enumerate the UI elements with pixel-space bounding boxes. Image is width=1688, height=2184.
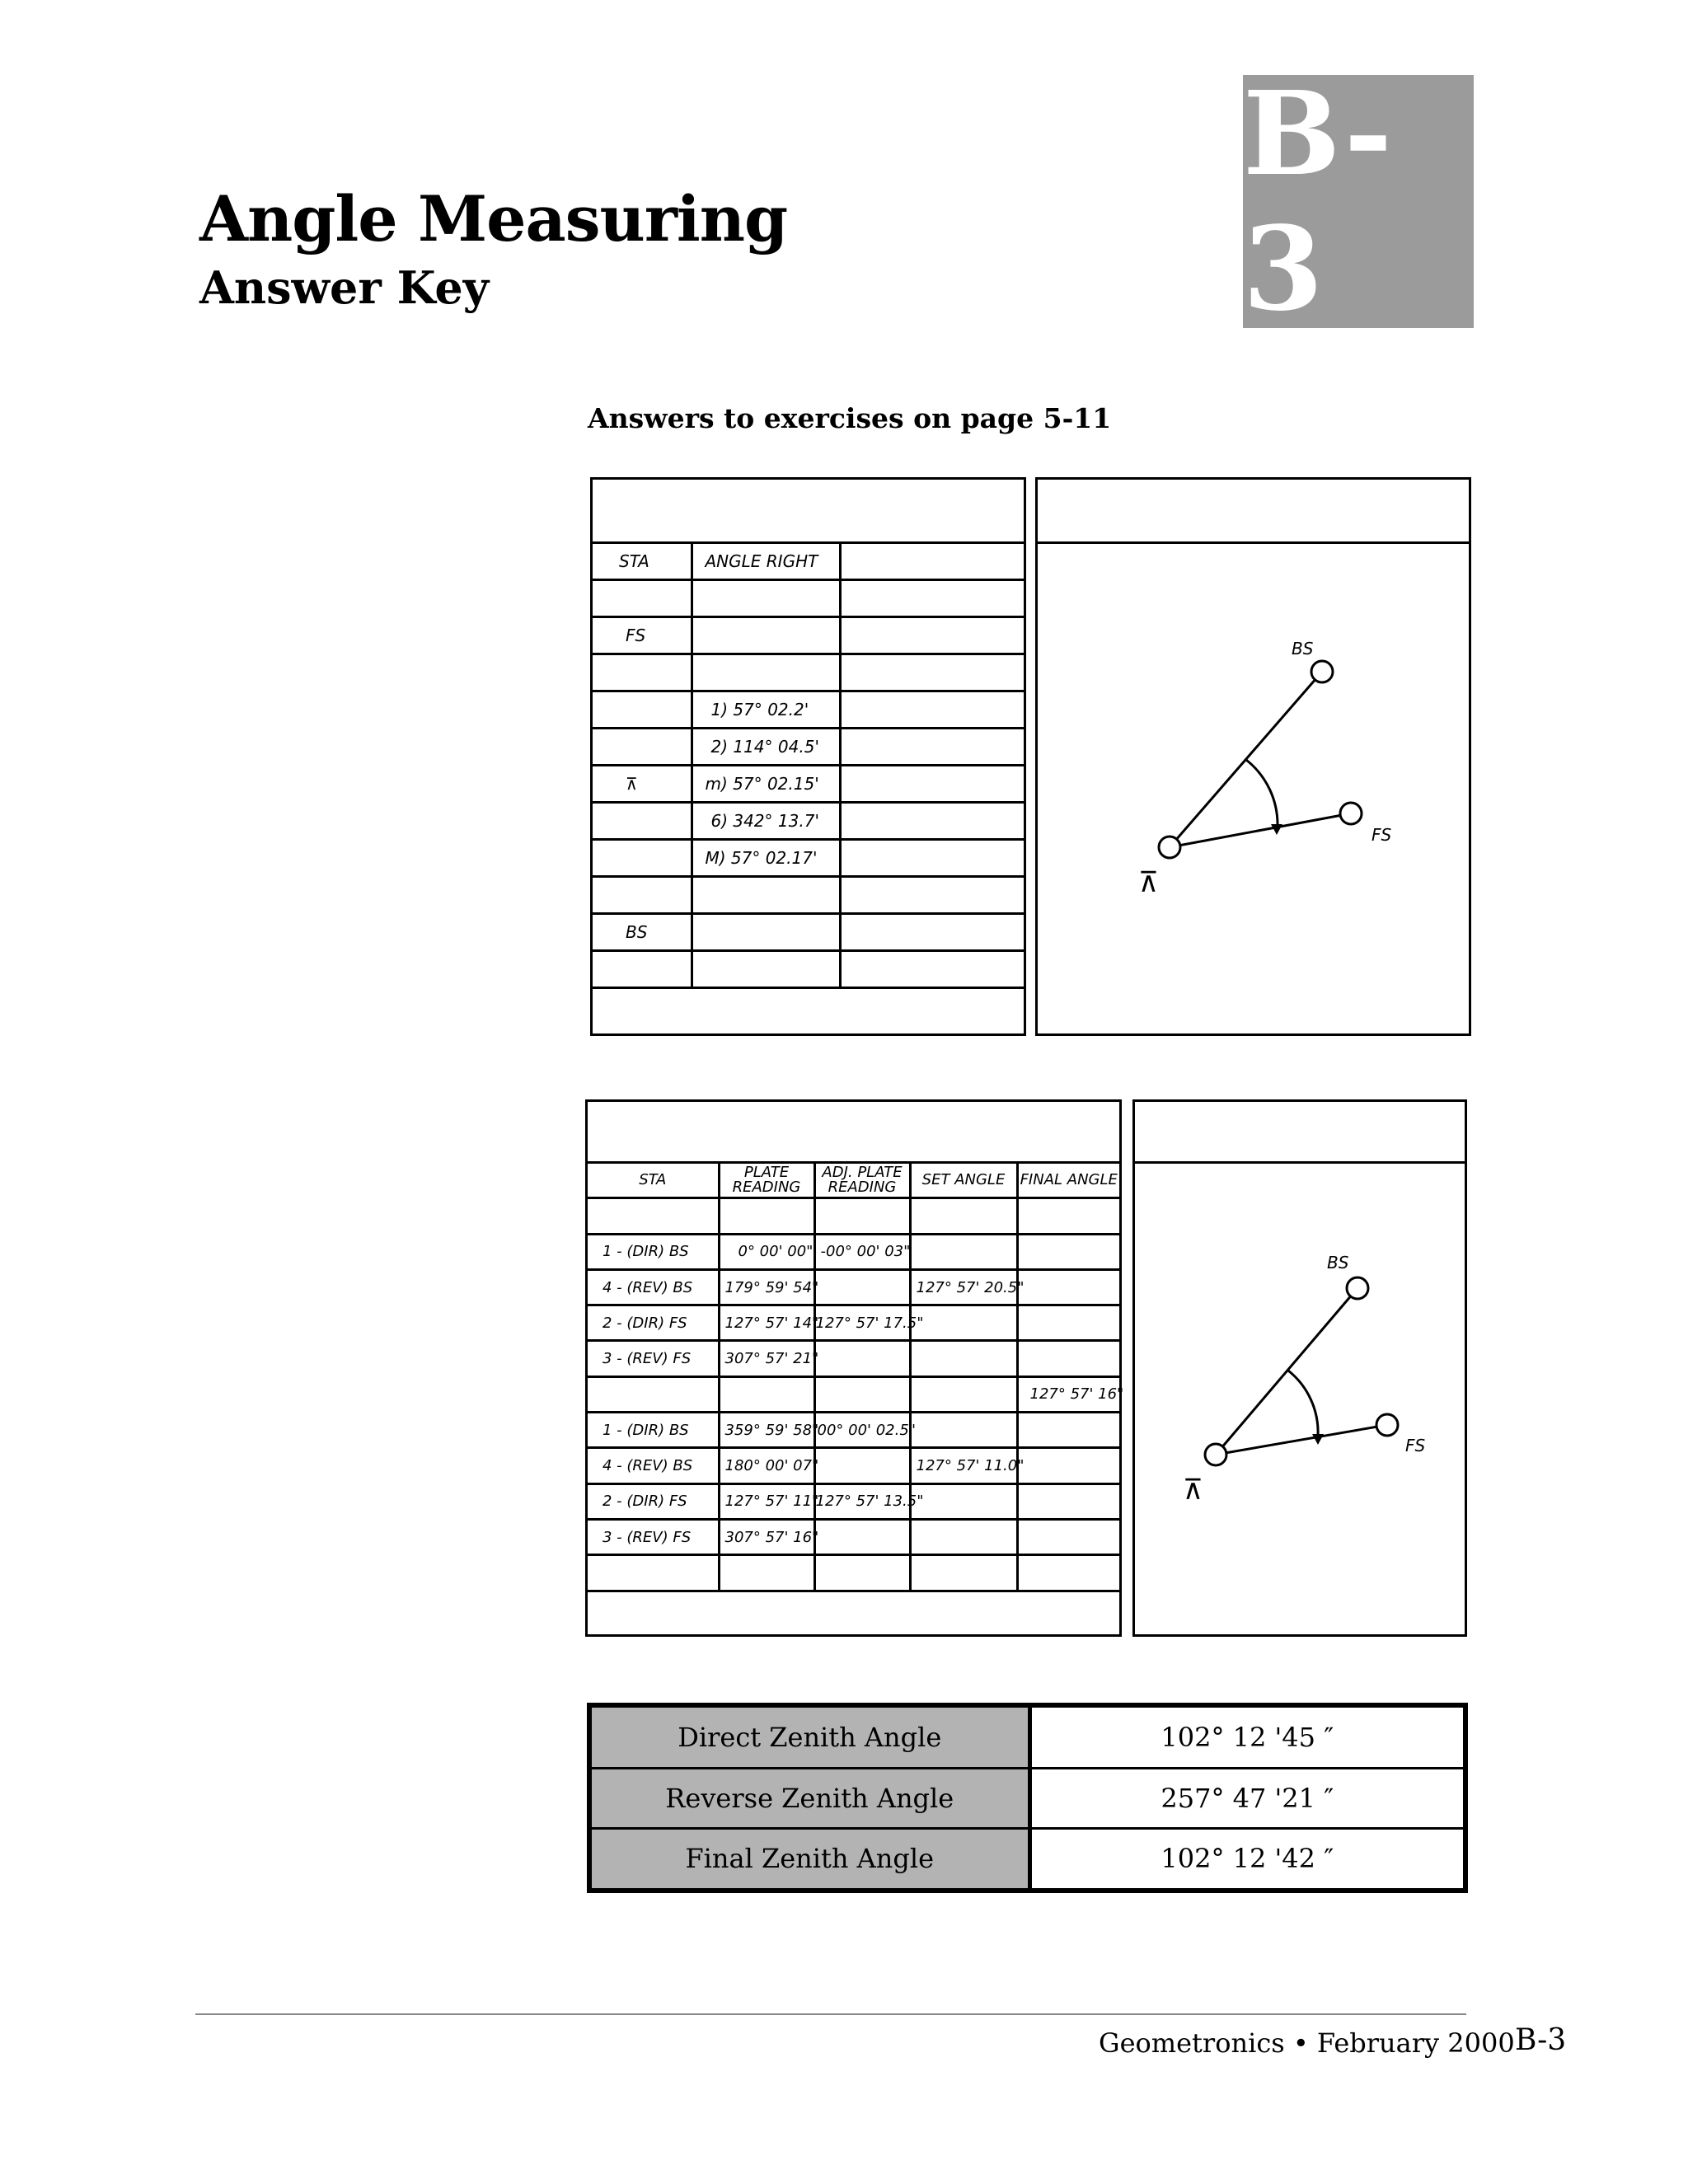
angle-cell xyxy=(692,617,840,654)
table-row xyxy=(588,1519,1119,1554)
table-row xyxy=(593,914,1024,951)
angle-cell: M) 57° 02.17' xyxy=(692,840,840,877)
col-header-sta: STA xyxy=(593,543,692,580)
plate-cell: 127° 57' 14" xyxy=(719,1305,814,1341)
plate-cell: 307° 57' 16" xyxy=(719,1519,814,1554)
table-row xyxy=(593,580,1024,617)
zenith-label: Final Zenith Angle xyxy=(592,1828,1029,1888)
adj-cell xyxy=(814,1269,910,1305)
table-row xyxy=(588,1413,1119,1448)
table-cell xyxy=(840,877,1024,914)
sta-cell: 2 - (DIR) FS xyxy=(588,1305,719,1341)
sta-cell: 1 - (DIR) BS xyxy=(588,1234,719,1269)
table-row xyxy=(588,1198,1119,1234)
set-cell xyxy=(910,1483,1017,1519)
set-cell xyxy=(910,1341,1017,1376)
final-cell xyxy=(1017,1483,1119,1519)
zenith-label: Direct Zenith Angle xyxy=(592,1708,1029,1768)
plate-cell: 180° 00' 07" xyxy=(719,1448,814,1483)
angle-right-table xyxy=(593,541,1024,989)
sketch-panel-angle-right xyxy=(1035,477,1471,1036)
table-row xyxy=(593,617,1024,654)
zenith-value: 102° 12 '42 ″ xyxy=(1029,1828,1463,1888)
fs-label: FS xyxy=(1405,1436,1426,1455)
line-to-bs xyxy=(1216,1288,1357,1455)
sta-cell: 1 - (DIR) BS xyxy=(588,1413,719,1448)
plate-cell: 179° 59' 54" xyxy=(719,1269,814,1305)
table-row xyxy=(588,1305,1119,1341)
set-cell xyxy=(910,1234,1017,1269)
table-row xyxy=(588,1555,1119,1591)
angle-cell xyxy=(692,654,840,691)
sta-cell xyxy=(593,691,692,729)
bs-station-circle xyxy=(1311,661,1333,682)
adj-cell: 00° 00' 02.5" xyxy=(814,1413,910,1448)
bs-station-circle xyxy=(1347,1277,1368,1299)
final-cell xyxy=(1017,1519,1119,1554)
table-cell xyxy=(840,729,1024,766)
angle-cell xyxy=(692,877,840,914)
adj-header-line-2: READING xyxy=(828,1179,897,1197)
table-row xyxy=(593,877,1024,914)
set-cell xyxy=(910,1519,1017,1554)
line-to-fs xyxy=(1170,813,1351,847)
table-row xyxy=(592,1828,1463,1888)
angle-arrowhead xyxy=(1312,1434,1324,1445)
sta-cell xyxy=(593,729,692,766)
angle-cell xyxy=(692,951,840,988)
table-row xyxy=(593,654,1024,691)
adj-cell xyxy=(814,1376,910,1412)
angle-arc xyxy=(1246,760,1278,826)
zenith-label: Reverse Zenith Angle xyxy=(592,1768,1029,1828)
col-header-angle-right: ANGLE RIGHT xyxy=(692,543,840,580)
sta-cell xyxy=(593,840,692,877)
table-row xyxy=(592,1768,1463,1828)
col-header-set-angle: SET ANGLE xyxy=(910,1163,1017,1198)
table-row xyxy=(593,951,1024,988)
final-cell xyxy=(1017,1555,1119,1591)
fs-station-circle xyxy=(1376,1414,1398,1436)
plate-cell: 0° 00' 00" xyxy=(719,1234,814,1269)
table-cell xyxy=(840,951,1024,988)
sta-cell: 4 - (REV) BS xyxy=(588,1269,719,1305)
table-row xyxy=(593,840,1024,877)
adj-cell xyxy=(814,1448,910,1483)
angle-arc xyxy=(1288,1371,1318,1436)
adj-cell xyxy=(814,1555,910,1591)
table-cell xyxy=(840,691,1024,729)
table-header-row xyxy=(588,1163,1119,1198)
col-header-final-angle: FINAL ANGLE xyxy=(1017,1163,1119,1198)
line-to-bs xyxy=(1170,672,1322,847)
plate-header-line-2: READING xyxy=(732,1179,801,1197)
zenith-value: 102° 12 '45 ″ xyxy=(1029,1708,1463,1768)
adj-cell xyxy=(814,1341,910,1376)
footer-rule xyxy=(195,2013,1466,2015)
angle-cell xyxy=(692,580,840,617)
section-heading: Answers to exercises on page 5-11 xyxy=(588,402,1112,434)
table-row xyxy=(593,803,1024,840)
plate-cell: 127° 57' 11" xyxy=(719,1483,814,1519)
bs-label: BS xyxy=(1292,639,1314,658)
fs-station-circle xyxy=(1340,803,1362,824)
final-cell xyxy=(1017,1448,1119,1483)
plate-header-line-1: PLATE xyxy=(743,1164,790,1182)
plate-cell xyxy=(719,1555,814,1591)
plate-cell xyxy=(719,1376,814,1412)
angle-cell xyxy=(692,914,840,951)
table-header-row xyxy=(593,543,1024,580)
sta-cell: 3 - (REV) FS xyxy=(588,1519,719,1554)
set-cell: 127° 57' 20.5" xyxy=(910,1269,1017,1305)
instrument-symbol: ⊼ xyxy=(593,766,692,803)
final-cell xyxy=(1017,1305,1119,1341)
appendix-tab: B-3 xyxy=(1243,75,1474,328)
bs-label: BS xyxy=(1327,1253,1349,1272)
zenith-value: 257° 47 '21 ″ xyxy=(1029,1768,1463,1828)
table-row xyxy=(593,766,1024,803)
table-row xyxy=(588,1269,1119,1305)
page-number: B-3 xyxy=(1515,2023,1567,2057)
col-header-sta: STA xyxy=(588,1163,719,1198)
adj-cell: 127° 57' 13.5" xyxy=(814,1483,910,1519)
instrument-symbol: ⊼ xyxy=(1138,866,1159,899)
set-cell xyxy=(910,1305,1017,1341)
angle-cell: 2) 114° 04.5' xyxy=(692,729,840,766)
angle-cell: m) 57° 02.15' xyxy=(692,766,840,803)
sta-cell xyxy=(593,580,692,617)
sta-cell xyxy=(593,803,692,840)
sta-cell xyxy=(593,951,692,988)
angle-cell: 1) 57° 02.2' xyxy=(692,691,840,729)
field-notes-plate-readings xyxy=(585,1099,1122,1637)
final-cell xyxy=(1017,1413,1119,1448)
table-row xyxy=(593,691,1024,729)
plate-cell xyxy=(719,1198,814,1234)
sta-cell: 4 - (REV) BS xyxy=(588,1448,719,1483)
sta-cell xyxy=(588,1198,719,1234)
set-cell xyxy=(910,1376,1017,1412)
table-cell xyxy=(840,543,1024,580)
sta-cell: BS xyxy=(593,914,692,951)
set-cell xyxy=(910,1413,1017,1448)
fs-label: FS xyxy=(1372,825,1392,845)
sta-cell: 2 - (DIR) FS xyxy=(588,1483,719,1519)
final-cell xyxy=(1017,1341,1119,1376)
sta-cell xyxy=(588,1555,719,1591)
plate-readings-table xyxy=(588,1161,1124,1592)
instrument-station-circle xyxy=(1159,837,1180,858)
table-row xyxy=(588,1376,1119,1412)
angle-sketch-1 xyxy=(1038,480,1469,1033)
field-notes-angle-right xyxy=(590,477,1026,1036)
final-cell: 127° 57' 16" xyxy=(1017,1376,1119,1412)
set-cell xyxy=(910,1555,1017,1591)
table-row xyxy=(588,1234,1119,1269)
set-cell xyxy=(910,1198,1017,1234)
adj-cell: -00° 00' 03" xyxy=(814,1234,910,1269)
sketch-panel-plate-readings xyxy=(1132,1099,1467,1637)
adj-cell xyxy=(814,1198,910,1234)
table-row xyxy=(588,1448,1119,1483)
line-to-fs xyxy=(1216,1425,1387,1455)
table-cell xyxy=(840,617,1024,654)
page-subtitle: Answer Key xyxy=(199,261,490,314)
table-row xyxy=(593,729,1024,766)
table-row xyxy=(588,1341,1119,1376)
adj-cell: 127° 57' 17.5" xyxy=(814,1305,910,1341)
final-cell xyxy=(1017,1269,1119,1305)
col-header-adj-plate-reading xyxy=(814,1163,910,1198)
table-cell xyxy=(840,914,1024,951)
angle-arrowhead xyxy=(1271,824,1282,835)
adj-cell xyxy=(814,1519,910,1554)
final-cell xyxy=(1017,1198,1119,1234)
zenith-angle-table xyxy=(587,1703,1468,1893)
table-row xyxy=(588,1483,1119,1519)
page-title: Angle Measuring xyxy=(199,182,788,255)
table-cell xyxy=(840,803,1024,840)
sta-cell: 3 - (REV) FS xyxy=(588,1341,719,1376)
angle-sketch-2 xyxy=(1135,1102,1465,1634)
plate-cell: 359° 59' 58" xyxy=(719,1413,814,1448)
table-cell xyxy=(840,580,1024,617)
instrument-symbol: ⊼ xyxy=(1183,1474,1203,1507)
angle-cell: 6) 342° 13.7' xyxy=(692,803,840,840)
sta-cell xyxy=(588,1376,719,1412)
plate-cell: 307° 57' 21" xyxy=(719,1341,814,1376)
table-cell xyxy=(840,840,1024,877)
table-row xyxy=(592,1708,1463,1768)
sta-cell xyxy=(593,654,692,691)
set-cell: 127° 57' 11.0" xyxy=(910,1448,1017,1483)
col-header-plate-reading xyxy=(719,1163,814,1198)
adj-header-line-1: ADJ. PLATE xyxy=(822,1164,903,1182)
instrument-station-circle xyxy=(1205,1444,1226,1465)
sta-cell: FS xyxy=(593,617,692,654)
final-cell xyxy=(1017,1234,1119,1269)
table-cell xyxy=(840,766,1024,803)
table-cell xyxy=(840,654,1024,691)
sta-cell xyxy=(593,877,692,914)
footer-text: Geometronics • February 2000 xyxy=(1099,2027,1515,2059)
